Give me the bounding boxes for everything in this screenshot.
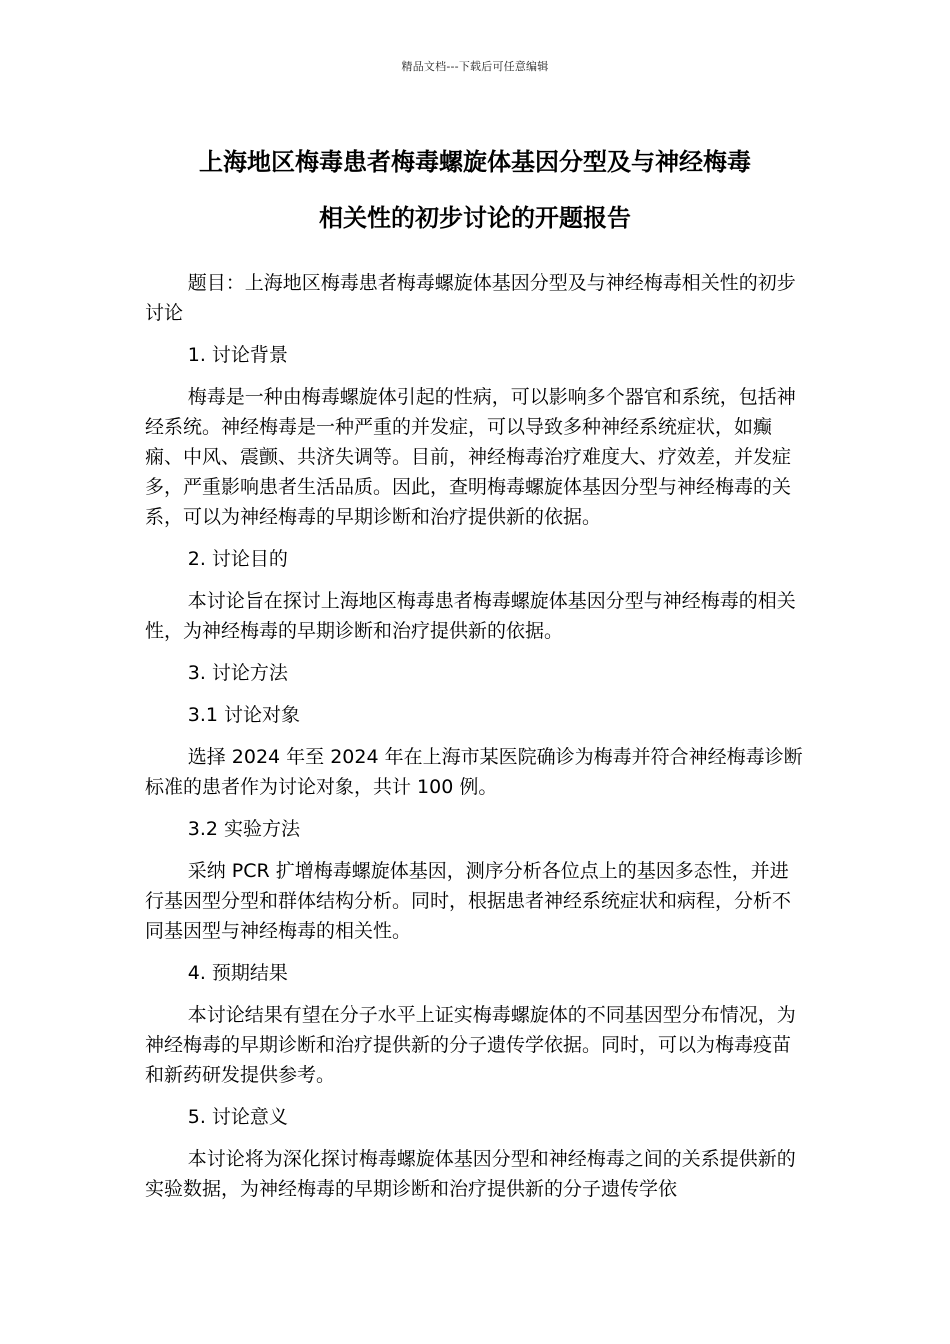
title-line-2: 相关性的初步讨论的开题报告 xyxy=(319,204,631,232)
background-paragraph: 梅毒是一种由梅毒螺旋体引起的性病，可以影响多个器官和系统，包括神经系统。神经梅毒是一种严重的并发症，可以导致多种神经系统症状，如癫痫、中风、震颤、共济失调等。目前，神经梅毒治疗难度大、疗效差，并发症多，严重影响患者生活品质。因此，查明梅毒螺旋体基因分型与神经梅毒的关系，可以为神经梅毒的早期诊断和治疗提供新的依据。 xyxy=(145,386,796,528)
purpose-paragraph: 本讨论旨在探讨上海地区梅毒患者梅毒螺旋体基因分型与神经梅毒的相关性，为神经梅毒的早期诊断和治疗提供新的依据。 xyxy=(145,590,796,642)
section-heading-purpose: 2. 讨论目的 xyxy=(187,548,288,570)
significance-paragraph: 本讨论将为深化探讨梅毒螺旋体基因分型和神经梅毒之间的关系提供新的实验数据，为神经梅毒的早期诊断和治疗提供新的分子遗传学依 xyxy=(145,1148,796,1200)
document-title xyxy=(120,134,830,246)
section-heading-significance: 5. 讨论意义 xyxy=(187,1106,288,1128)
subjects-paragraph: 选择 2024 年至 2024 年在上海市某医院确诊为梅毒并符合神经梅毒诊断标准的患者作为讨论对象，共计 100 例。 xyxy=(145,746,803,798)
title-line-1: 上海地区梅毒患者梅毒螺旋体基因分型及与神经梅毒 xyxy=(199,148,751,176)
section-heading-expected-results: 4. 预期结果 xyxy=(187,962,288,984)
experiment-paragraph: 采纳 PCR 扩增梅毒螺旋体基因，测序分析各位点上的基因多态性，并进行基因型分型和群体结构分析。同时，根据患者神经系统症状和病程，分析不同基因型与神经梅毒的相关性。 xyxy=(145,860,792,942)
section-heading-background: 1. 讨论背景 xyxy=(187,344,288,366)
section-heading-subjects: 3.1 讨论对象 xyxy=(187,704,301,726)
section-heading-experiment: 3.2 实验方法 xyxy=(187,818,301,840)
expected-results-paragraph: 本讨论结果有望在分子水平上证实梅毒螺旋体的不同基因型分布情况，为神经梅毒的早期诊断和治疗提供新的分子遗传学依据。同时，可以为梅毒疫苗和新药研发提供参考。 xyxy=(145,1004,796,1086)
page-header-note: 精品文档---下载后可任意编辑 xyxy=(401,60,549,73)
document-body xyxy=(145,268,805,1216)
topic-paragraph: 题目：上海地区梅毒患者梅毒螺旋体基因分型及与神经梅毒相关性的初步讨论 xyxy=(145,272,796,324)
section-heading-methods: 3. 讨论方法 xyxy=(187,662,288,684)
